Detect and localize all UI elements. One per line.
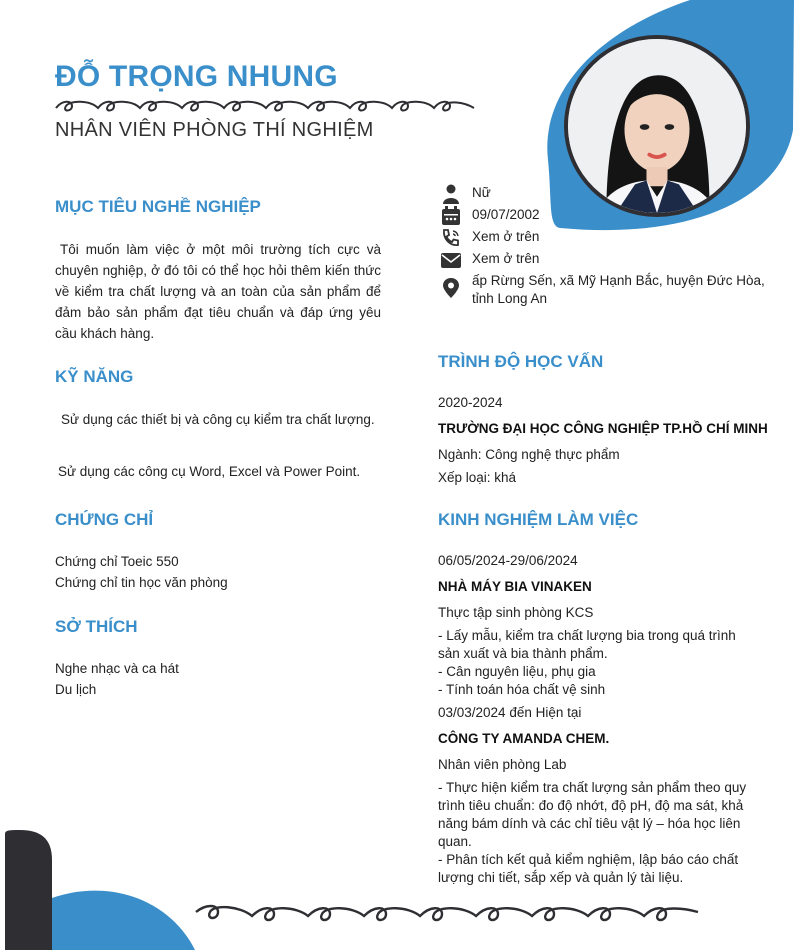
certificate-item: Chứng chỉ Toeic 550	[55, 554, 179, 569]
hobby-item: Nghe nhạc và ca hát	[55, 661, 179, 676]
education-major: Ngành: Công nghệ thực phẩm	[438, 447, 620, 462]
skill-item: Sử dụng các công cụ Word, Excel và Power Point.	[58, 464, 361, 479]
contact-email	[440, 250, 539, 270]
certificates-heading: CHỨNG CHỈ	[55, 510, 154, 529]
envelope-icon	[440, 250, 462, 270]
squiggle-divider	[54, 96, 476, 116]
job-company: CÔNG TY AMANDA CHEM.	[438, 731, 610, 746]
job-company: NHÀ MÁY BIA VINAKEN	[438, 579, 592, 594]
education-period: 2020-2024	[438, 395, 503, 410]
job-role: Nhân viên phòng Lab	[438, 757, 567, 772]
location-pin-icon	[440, 278, 462, 298]
career-goal-text: Tôi muốn làm việc ở một môi trường tích cực và chuyên nghiệp, ở đó tôi có thể học hỏi thêm kiến thức về kiểm tra chất lượng và an toàn của sản phẩm để đảm bảo sản phẩm đạt tiêu chuẩn và đáp ứng yêu cầu khách hàng.	[55, 242, 381, 341]
job-duty: - Phân tích kết quả kiểm nghiệm, lập báo cáo chất lượng chi tiết, sắp xếp và quản lý tài liệu.	[438, 852, 739, 885]
contact-dob	[440, 206, 540, 226]
address-value: ấp Rừng Sến, xã Mỹ Hạnh Bắc, huyện Đức Hòa, tỉnh Long An	[472, 273, 765, 306]
skills-heading: KỸ NĂNG	[55, 367, 134, 386]
phone-value: Xem ở trên	[472, 229, 540, 244]
job-duty: - Thực hiện kiểm tra chất lượng sản phẩm theo quy trình tiêu chuẩn: đo độ nhớt, độ pH, độ ma sát, khả năng bám dính và các chỉ tiêu vật lý – hóa học liên quan.	[438, 780, 747, 849]
hobbies-heading: SỞ THÍCH	[55, 617, 138, 636]
job-period: 06/05/2024-29/06/2024	[438, 553, 578, 568]
job-role: Thực tập sinh phòng KCS	[438, 605, 594, 620]
education-school: TRƯỜNG ĐẠI HỌC CÔNG NGHIỆP TP.HỒ CHÍ MINH	[438, 421, 768, 436]
job-duty: - Lấy mẫu, kiểm tra chất lượng bia trong quá trình sản xuất và bia thành phẩm.	[438, 628, 736, 661]
gender-value: Nữ	[472, 185, 491, 200]
experience-heading: KINH NGHIỆM LÀM VIỆC	[438, 510, 639, 529]
job-period: 03/03/2024 đến Hiện tại	[438, 705, 582, 720]
profile-photo	[564, 35, 750, 217]
career-goal-heading: MỤC TIÊU NGHỀ NGHIỆP	[55, 197, 261, 216]
calendar-icon	[440, 206, 462, 226]
contact-address	[440, 272, 770, 308]
job-duty: - Cân nguyên liệu, phụ gia	[438, 664, 596, 679]
certificate-item: Chứng chỉ tin học văn phòng	[55, 575, 228, 590]
person-icon	[440, 184, 462, 204]
education-heading: TRÌNH ĐỘ HỌC VẤN	[438, 352, 604, 371]
job-duty: - Tính toán hóa chất vệ sinh	[438, 682, 606, 697]
phone-icon	[440, 228, 462, 248]
skill-item: Sử dụng các thiết bị và công cụ kiểm tra chất lượng.	[61, 412, 375, 427]
job-title: NHÂN VIÊN PHÒNG THÍ NGHIỆM	[55, 119, 374, 141]
contact-phone	[440, 228, 539, 248]
hobby-item: Du lịch	[55, 682, 97, 697]
education-rank: Xếp loại: khá	[438, 470, 517, 485]
dob-value: 09/07/2002	[472, 207, 540, 222]
candidate-name: ĐỖ TRỌNG NHUNG	[55, 60, 338, 93]
contact-gender	[440, 184, 491, 204]
email-value: Xem ở trên	[472, 251, 540, 266]
